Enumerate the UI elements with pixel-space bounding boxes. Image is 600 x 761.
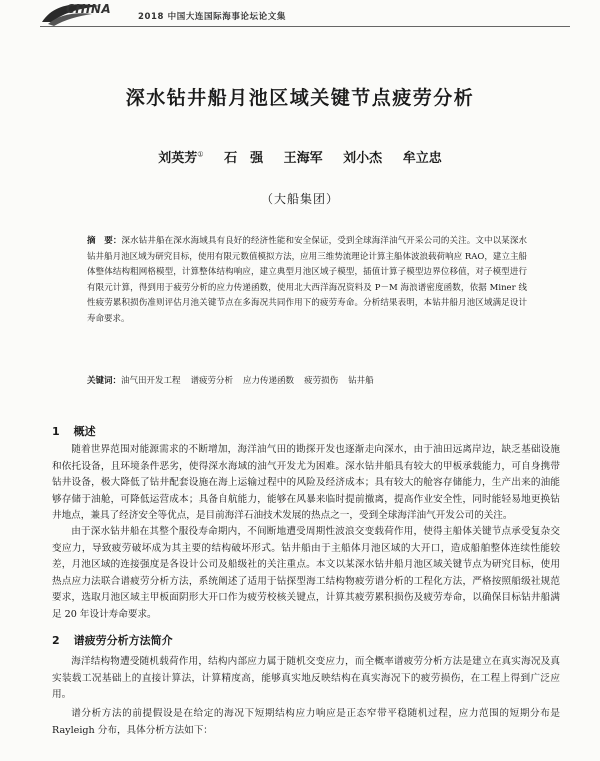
section-heading	[52, 632, 173, 648]
keywords	[87, 374, 527, 389]
author-name: 石 强	[224, 151, 264, 166]
keywords-label: 关键词：	[87, 376, 122, 386]
abstract	[87, 234, 527, 327]
author-name: 王海军	[283, 151, 323, 166]
logo-text: CHINA	[66, 2, 112, 16]
author-name: 刘英芳①	[158, 150, 204, 166]
paper-title: 深水钻井船月池区域关键节点疲劳分析	[125, 87, 475, 109]
section-title: 谱疲劳分析方法简介	[73, 634, 173, 647]
page-header	[0, 0, 600, 30]
body-paragraph: 海洋结构物遭受随机载荷作用，结构内部应力属于随机交变应力，而全概率谱疲劳分析方法是建立在真实海况及真实装载工况基础上的直接计算法，计算精度高，能够真实地反映结构在真实海况下的疲劳损伤，在工程上得到广泛应用。	[52, 656, 560, 701]
section-number: 1	[52, 425, 60, 438]
body-paragraph: 随着世界范围对能源需求的不断增加，海洋油气田的勘探开发也逐渐走向深水，由于油田远离岸边，缺乏基础设施和依托设备，且环境条件恶劣，使得深水海域的油气开发尤为困难。深水钻井船具有较大的甲板承载能力，可自身携带钻井设备，极大降低了钻井配套设施在海上运输过程中的风险及经济成本；具有较大的舱容存储能力，生产出来的油能够存储于油舱，可降低运营成本；具备自航能力，能够在风暴来临时提前撤离，提高作业安全性，同时能轻易地更换钻井地点，兼具了经济安全等优点，是目前海洋石油技术发展的热点之一，受到全球海洋油气开发公司的关注。	[52, 444, 560, 522]
keyword: 应力传递函数	[243, 376, 295, 386]
keyword: 油气田开发工程	[121, 376, 181, 386]
section-heading	[52, 423, 96, 439]
body-paragraph: 谱分析方法的前提假设是在给定的海况下短期结构应力响应是正态窄带平稳随机过程，应力范围的短期分布是 Rayleigh 分布，具体分析方法如下：	[52, 708, 560, 736]
affiliation: （大船集团）	[260, 192, 339, 206]
section-title: 概述	[73, 425, 96, 438]
abstract-label: 摘 要：	[87, 236, 122, 246]
author-name: 刘小杰	[343, 151, 383, 166]
abstract-text: 深水钻井船在深水海域具有良好的经济性能和安全保证，受到全球海洋油气开采公司的关注。文中以某深水钻井船月池区域为研究目标，使用有限元数值模拟方法，应用三维势流理论计算主船体波浪载荷响应 RAO，建立主船体整体结构粗网格模型，计算整体结构响应，建立典型月池区域子模型，插值计算子模型边界位移值，对子模型进行有限元计算，得到用于疲劳分析的应力传递函数，使用北大西洋海况资料及 P－M 海浪谱密度函数，依据 Miner 线性疲劳累积损伤准则评估月池关键节点在多海况共同作用下的疲劳寿命。分析结果表明，本钻井船月池区域满足设计寿命要求。	[87, 236, 527, 324]
body-paragraph: 由于深水钻井船在其整个服役寿命期内，不间断地遭受周期性波浪交变载荷作用，使得主船体关键节点承受复杂交变应力，导致疲劳破坏成为其主要的结构破坏形式。钻井船由于主船体月池区域的大开口，造成船舶整体连续性能较差，月池区域的连接强度是各设计公司及船级社的关注重点。本文以某深水钻井船月池区域关键节点为研究目标，使用热点应力法联合谱疲劳分析方法，系统阐述了适用于钻探型海工结构物疲劳谱分析的工程化方法，严格按照船级社规范要求，选取月池区域主甲板面阴形大开口作为疲劳校核关键点，计算其疲劳累积损伤及疲劳寿命，以确保目标钻井船满足 20 年设计寿命要求。	[52, 526, 560, 620]
author-list	[0, 147, 600, 166]
section-number: 2	[52, 634, 60, 647]
keyword: 疲劳损伤	[304, 376, 339, 386]
keyword: 谱疲劳分析	[190, 376, 234, 386]
author-footnote-mark: ①	[197, 150, 204, 159]
conference-title: 2018 中国大连国际海事论坛论文集	[138, 12, 286, 22]
keyword: 钻井船	[348, 376, 374, 386]
header-divider	[40, 26, 570, 27]
author-name: 牟立忠	[402, 151, 442, 166]
